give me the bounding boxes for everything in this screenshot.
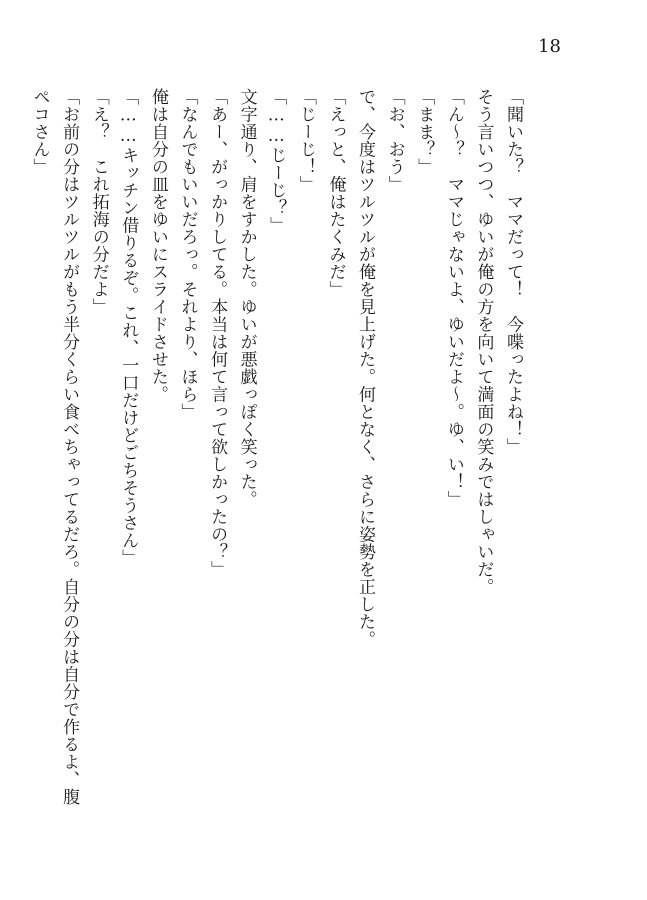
text-line: 「なんでもいいだろっ。それより、ほら」 <box>177 88 198 421</box>
page-number: 18 <box>538 36 561 57</box>
text-line: で、今度はツルツルが俺を見上げた。何となく、さらに姿勢を正した。 <box>355 88 376 648</box>
text-line: 文字通り、肩をすかした。ゆいが悪戯っぽく笑った。 <box>236 88 257 508</box>
text-line: 「ん〜？ ママじゃないよ、ゆいだよ〜。ゆ、い！」 <box>443 88 464 508</box>
text-line: 「えっと、俺はたくみだ」 <box>325 88 346 298</box>
text-line: 「お、おう」 <box>384 88 405 193</box>
text-line: 「え？ これ拓海の分だよ」 <box>88 88 109 316</box>
body-text <box>29 88 527 828</box>
text-line: 俺は自分の皿をゆいにスライドさせた。 <box>147 88 168 403</box>
text-line: 「聞いた？ ママだって！ 今喋ったよね！」 <box>503 88 523 456</box>
text-line: ペコさん」 <box>29 88 50 176</box>
text-line: 「お前の分はツルツルがもう半分くらい食べちゃってるだろ。自分の分は自分で作るよ、腹 <box>59 88 80 806</box>
text-line: 「あー、がっかりしてる。本当は何て言って欲しかったの？」 <box>207 88 228 578</box>
text-line: 「まま？」 <box>414 88 435 176</box>
text-line: 「じーじ！」 <box>295 88 316 193</box>
text-line: そう言いつつ、ゆいが俺の方を向いて満面の笑みではしゃいだ。 <box>473 88 494 596</box>
text-line: 「……キッチン借りるぞ。これ、一口だけどごちそうさん」 <box>118 88 139 567</box>
text-line: 「……じーじ？」 <box>266 88 287 234</box>
